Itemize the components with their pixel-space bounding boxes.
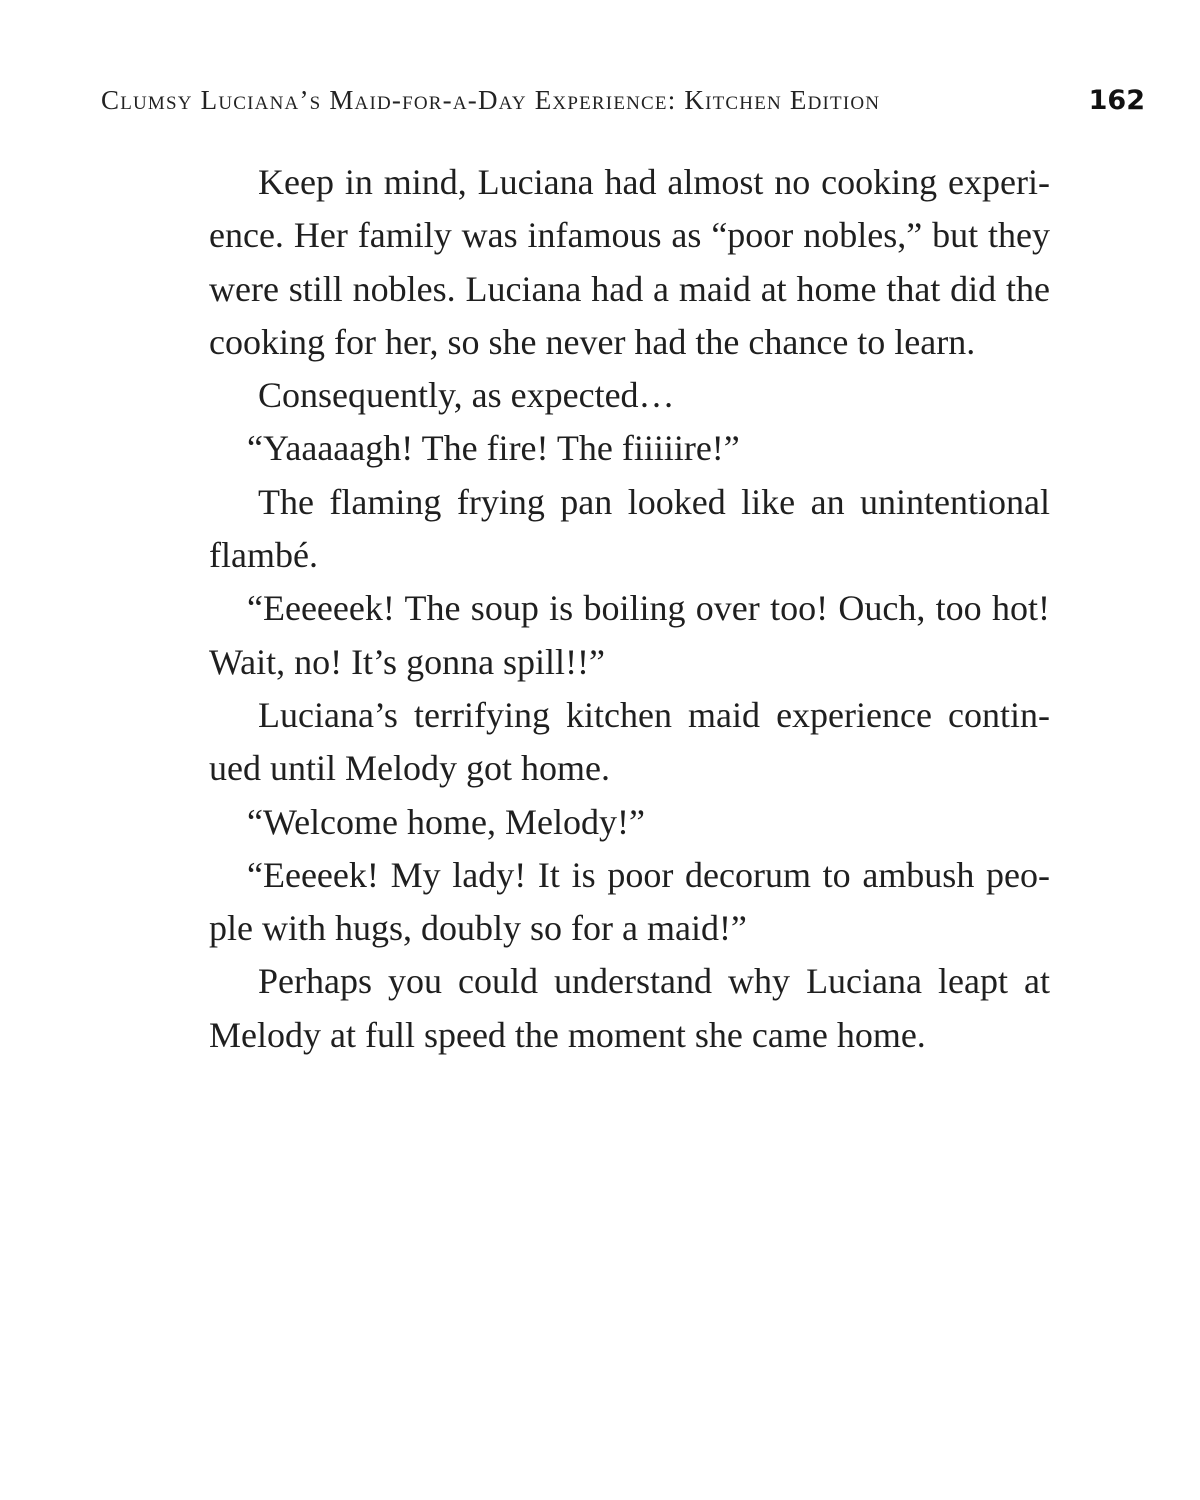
page-number: 162: [1088, 84, 1145, 116]
paragraph: Luciana’s terrifying kitchen maid experience continued until Melody got home.: [209, 694, 1050, 789]
paragraph: “Eeeeeek! The soup is boiling over too! Ouch, too hot! Wait, no! It’s gonna spill!!”: [209, 588, 1050, 682]
paragraph: The flaming frying pan looked like an unintentional flambé.: [209, 481, 1050, 576]
paragraph: Keep in mind, Luciana had almost no cooking experience. Her family was infamous as “poor nobles,” but they were still nobles. Luciana had a maid at home that did the cooking for her, so she never had the chance to learn.: [209, 162, 1050, 362]
running-header: [101, 82, 1145, 118]
body-text: [209, 156, 1050, 1062]
running-title: Clumsy Luciana’s Maid-for-a-Day Experience: Kitchen Edition: [101, 84, 881, 115]
paragraph: Perhaps you could understand why Luciana leapt at Melody at full speed the moment she came home.: [209, 961, 1050, 1055]
paragraph: “Eeeeek! My lady! It is poor decorum to ambush people with hugs, doubly so for a maid!”: [209, 854, 1050, 949]
paragraph: “Welcome home, Melody!”: [247, 801, 645, 842]
paragraph: “Yaaaaagh! The fire! The fiiiiire!”: [247, 428, 740, 469]
paragraph: Consequently, as expected…: [258, 375, 675, 416]
